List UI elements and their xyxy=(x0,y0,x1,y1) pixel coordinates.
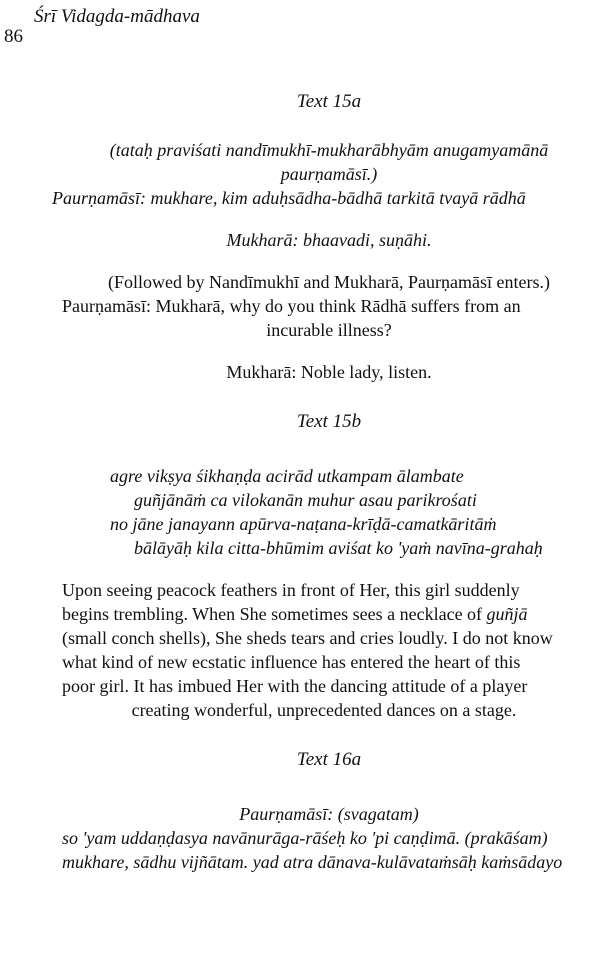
verse-line-2: guñjānāṁ ca vilokanān muhur asau parikrośati xyxy=(134,490,477,510)
text-15a-translit-line-3: Paurṇamāsī: mukhare, kim aduḥsādha-bādhā tarkitā tvayā rādhā xyxy=(52,188,526,208)
text-16a-translit-line-2: so 'yam uddaṇḍasya navānurāga-rāśeḥ ko 'pi caṇḍimā. (prakāśam) xyxy=(62,828,548,848)
text-15b-heading: Text 15b xyxy=(296,411,362,432)
verse-line-4: bālāyāḥ kila citta-bhūmim aviśat ko 'yaṁ navīna-grahaḥ xyxy=(134,538,543,558)
prose-line-2 xyxy=(62,602,586,626)
prose-line-1: Upon seeing peacock feathers in front of Her, this girl suddenly xyxy=(62,580,520,600)
text-15b-translation xyxy=(62,578,586,722)
text-15a-translation-line-3: incurable illness? xyxy=(266,320,392,340)
prose-line-4: what kind of new ecstatic influence has entered the heart of this xyxy=(62,652,521,672)
text-16a-translit-line-1: Paurṇamāsī: (svagatam) xyxy=(239,804,419,824)
verse-line-3: no jāne janayann apūrva-naṭana-krīḍā-camatkāritāṁ xyxy=(110,514,497,534)
text-15a-translation-line-4: Mukharā: Noble lady, listen. xyxy=(226,362,432,382)
text-15a-translation-line-1: (Followed by Nandīmukhī and Mukharā, Paurṇamāsī enters.) xyxy=(108,272,550,292)
prose-line-5: poor girl. It has imbued Her with the dancing attitude of a player xyxy=(62,676,528,696)
text-15a-translit-line-1: (tataḥ praviśati nandīmukhī-mukharābhyām anugamyamānā xyxy=(109,140,549,160)
text-15a-heading: Text 15a xyxy=(296,91,362,112)
text-16a-translit-line-3: mukhare, sādhu vijñātam. yad atra dānava-kulāvataṁsāḥ kaṁsādayo xyxy=(62,852,563,872)
prose-line-6: creating wonderful, unprecedented dances on a stage. xyxy=(131,700,517,720)
text-15a-translation-line-2: Paurṇamāsī: Mukharā, why do you think Rādhā suffers from an xyxy=(62,296,521,316)
text-15b-verse xyxy=(72,464,586,560)
running-header: Śrī Vidagda-mādhava xyxy=(34,6,200,27)
page-number: 86 xyxy=(4,26,23,47)
prose-line-2-italic: guñjā xyxy=(486,604,528,624)
prose-line-3: (small conch shells), She sheds tears and cries loudly. I do not know xyxy=(62,628,553,648)
text-15a-translit-line-4: Mukharā: bhaavadi, suṇāhi. xyxy=(226,230,432,250)
prose-line-2-text: begins trembling. When She sometimes sees a necklace of xyxy=(62,604,483,624)
text-15a-translit-line-2: paurṇamāsī.) xyxy=(280,164,378,184)
text-16a-heading: Text 16a xyxy=(296,749,362,770)
page-body xyxy=(52,90,586,874)
verse-line-1: agre vikṣya śikhaṇḍa acirād utkampam ālambate xyxy=(110,466,464,486)
